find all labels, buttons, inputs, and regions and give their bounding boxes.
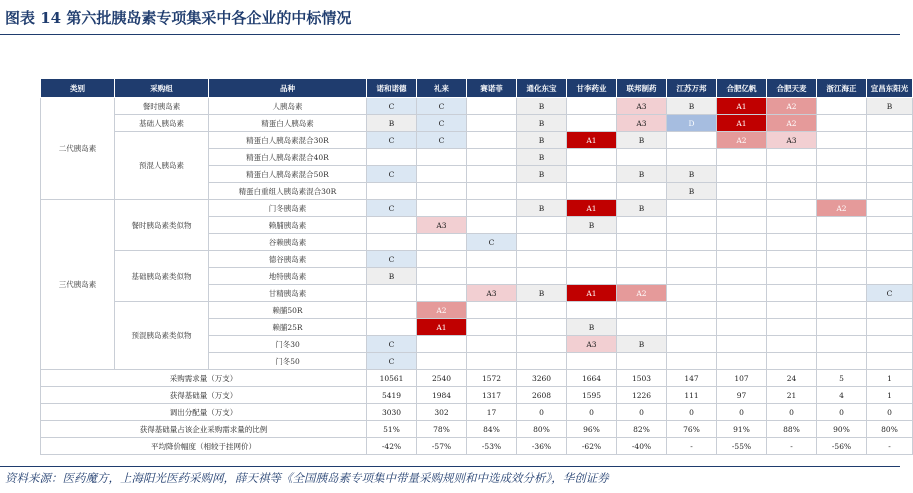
grade-cell: A3	[617, 115, 667, 132]
grade-cell	[867, 353, 913, 370]
grade-cell	[567, 166, 617, 183]
table-row	[41, 200, 913, 217]
grade-cell	[467, 353, 517, 370]
group-cell: 预混胰岛素类似物	[115, 302, 209, 370]
grade-cell: A2	[767, 98, 817, 115]
grade-cell	[467, 302, 517, 319]
summary-value: 51%	[367, 421, 417, 438]
summary-value: 1595	[567, 387, 617, 404]
summary-value: 1	[867, 370, 913, 387]
grade-cell	[467, 115, 517, 132]
grade-cell	[567, 251, 617, 268]
table-header-row	[41, 79, 913, 98]
summary-value: -36%	[517, 438, 567, 455]
grade-cell	[817, 115, 867, 132]
grade-cell	[867, 336, 913, 353]
grade-cell	[467, 251, 517, 268]
summary-label: 平均降价幅度（相较于挂网价）	[41, 438, 367, 455]
summary-value: 3030	[367, 404, 417, 421]
grade-cell	[617, 217, 667, 234]
grade-cell: C	[417, 132, 467, 149]
grade-cell	[667, 217, 717, 234]
grade-cell	[867, 268, 913, 285]
grade-cell: A1	[567, 200, 617, 217]
summary-value: 2608	[517, 387, 567, 404]
grade-cell	[617, 353, 667, 370]
grade-cell	[367, 302, 417, 319]
grade-cell	[517, 217, 567, 234]
grade-cell: A2	[767, 115, 817, 132]
table-row	[41, 251, 913, 268]
summary-value: 84%	[467, 421, 517, 438]
summary-value: 0	[617, 404, 667, 421]
bid-result-table	[40, 78, 913, 455]
summary-row	[41, 404, 913, 421]
summary-row	[41, 370, 913, 387]
grade-cell: A3	[467, 285, 517, 302]
source-note: 资料来源：医药魔方，上海阳光医药采购网，薛天祺等《全国胰岛素专项集中带量采购规则和中选成效分析》，华创证券	[5, 471, 609, 485]
summary-value: 4	[817, 387, 867, 404]
grade-cell	[567, 115, 617, 132]
summary-value: -42%	[367, 438, 417, 455]
summary-value: 1572	[467, 370, 517, 387]
grade-cell	[567, 302, 617, 319]
summary-label: 调出分配量（万支）	[41, 404, 367, 421]
grade-cell	[767, 251, 817, 268]
grade-cell	[767, 353, 817, 370]
summary-value: 78%	[417, 421, 467, 438]
product-cell: 人胰岛素	[209, 98, 367, 115]
grade-cell: B	[517, 200, 567, 217]
grade-cell	[667, 285, 717, 302]
group-cell: 预混人胰岛素	[115, 132, 209, 200]
summary-row	[41, 438, 913, 455]
grade-cell	[567, 183, 617, 200]
figure-title: 图表 14 第六批胰岛素专项集采中各企业的中标情况	[5, 9, 352, 27]
grade-cell	[467, 183, 517, 200]
grade-cell	[667, 319, 717, 336]
grade-cell: C	[367, 251, 417, 268]
product-cell: 赖脯50R	[209, 302, 367, 319]
summary-value: 91%	[717, 421, 767, 438]
grade-cell: A3	[567, 336, 617, 353]
grade-cell	[717, 319, 767, 336]
header-company: 礼来	[417, 79, 467, 98]
summary-value: 111	[667, 387, 717, 404]
grade-cell	[817, 183, 867, 200]
grade-cell: B	[517, 166, 567, 183]
header-category: 类别	[41, 79, 115, 98]
grade-cell: A2	[717, 132, 767, 149]
summary-value: 1	[867, 387, 913, 404]
summary-value: 2540	[417, 370, 467, 387]
summary-row	[41, 421, 913, 438]
grade-cell	[517, 251, 567, 268]
grade-cell	[817, 353, 867, 370]
grade-cell	[417, 234, 467, 251]
grade-cell: A2	[417, 302, 467, 319]
grade-cell	[517, 353, 567, 370]
summary-label: 采购需求量（万支）	[41, 370, 367, 387]
header-product: 品种	[209, 79, 367, 98]
grade-cell	[867, 166, 913, 183]
grade-cell	[767, 234, 817, 251]
summary-value: -	[867, 438, 913, 455]
grade-cell: A3	[617, 98, 667, 115]
grade-cell	[467, 268, 517, 285]
grade-cell	[617, 302, 667, 319]
grade-cell	[467, 319, 517, 336]
summary-value: 107	[717, 370, 767, 387]
summary-value: -40%	[617, 438, 667, 455]
category-cell: 三代胰岛素	[41, 200, 115, 370]
grade-cell: C	[467, 234, 517, 251]
grade-cell	[467, 217, 517, 234]
table-body	[41, 98, 913, 455]
grade-cell: B	[667, 183, 717, 200]
summary-value: 80%	[517, 421, 567, 438]
grade-cell	[817, 217, 867, 234]
group-cell: 基础人胰岛素	[115, 115, 209, 132]
summary-value: -62%	[567, 438, 617, 455]
grade-cell: A3	[767, 132, 817, 149]
grade-cell	[667, 268, 717, 285]
product-cell: 门冬50	[209, 353, 367, 370]
summary-value: -56%	[817, 438, 867, 455]
product-cell: 德谷胰岛素	[209, 251, 367, 268]
grade-cell	[817, 319, 867, 336]
product-cell: 谷赖胰岛素	[209, 234, 367, 251]
grade-cell	[817, 234, 867, 251]
grade-cell: C	[417, 98, 467, 115]
grade-cell	[717, 353, 767, 370]
source-divider	[0, 466, 900, 467]
grade-cell	[667, 234, 717, 251]
grade-cell	[467, 166, 517, 183]
summary-value: -	[767, 438, 817, 455]
grade-cell	[617, 149, 667, 166]
grade-cell	[417, 183, 467, 200]
header-company: 联邦制药	[617, 79, 667, 98]
grade-cell	[467, 336, 517, 353]
summary-value: 1317	[467, 387, 517, 404]
summary-value: 10561	[367, 370, 417, 387]
grade-cell: B	[617, 200, 667, 217]
summary-label: 获得基础量（万支）	[41, 387, 367, 404]
grade-cell	[567, 234, 617, 251]
grade-cell	[717, 200, 767, 217]
summary-value: -53%	[467, 438, 517, 455]
product-cell: 地特胰岛素	[209, 268, 367, 285]
grade-cell	[717, 251, 767, 268]
summary-value: 76%	[667, 421, 717, 438]
grade-cell: A2	[817, 200, 867, 217]
grade-cell	[767, 302, 817, 319]
grade-cell	[417, 268, 467, 285]
grade-cell	[817, 268, 867, 285]
grade-cell: B	[517, 115, 567, 132]
summary-value: 0	[867, 404, 913, 421]
grade-cell: C	[367, 132, 417, 149]
grade-cell	[817, 285, 867, 302]
grade-cell	[417, 166, 467, 183]
summary-value: 0	[767, 404, 817, 421]
grade-cell: B	[567, 319, 617, 336]
product-cell: 门冬胰岛素	[209, 200, 367, 217]
grade-cell: A1	[717, 98, 767, 115]
grade-cell	[767, 166, 817, 183]
product-cell: 门冬30	[209, 336, 367, 353]
grade-cell	[617, 268, 667, 285]
grade-cell: B	[617, 336, 667, 353]
grade-cell	[767, 217, 817, 234]
grade-cell: C	[867, 285, 913, 302]
header-company: 赛诺菲	[467, 79, 517, 98]
summary-value: 1664	[567, 370, 617, 387]
grade-cell	[717, 285, 767, 302]
grade-cell	[717, 149, 767, 166]
grade-cell: A1	[567, 132, 617, 149]
grade-cell: C	[367, 336, 417, 353]
grade-cell: A1	[417, 319, 467, 336]
summary-value: 24	[767, 370, 817, 387]
summary-value: 1503	[617, 370, 667, 387]
grade-cell: A2	[617, 285, 667, 302]
summary-value: 96%	[567, 421, 617, 438]
category-cell: 二代胰岛素	[41, 98, 115, 200]
summary-value: 0	[517, 404, 567, 421]
grade-cell	[867, 251, 913, 268]
grade-cell	[867, 183, 913, 200]
grade-cell: B	[617, 132, 667, 149]
grade-cell	[817, 98, 867, 115]
grade-cell	[817, 251, 867, 268]
grade-cell	[867, 302, 913, 319]
header-group: 采购组	[115, 79, 209, 98]
grade-cell	[417, 200, 467, 217]
summary-value: 1984	[417, 387, 467, 404]
grade-cell	[417, 336, 467, 353]
summary-row	[41, 387, 913, 404]
grade-cell	[617, 251, 667, 268]
grade-cell	[517, 234, 567, 251]
grade-cell	[717, 234, 767, 251]
table-row	[41, 302, 913, 319]
grade-cell: C	[417, 115, 467, 132]
summary-label: 获得基础量占该企业采购需求量的比例	[41, 421, 367, 438]
grade-cell: B	[517, 98, 567, 115]
title-divider	[0, 34, 900, 35]
grade-cell	[567, 98, 617, 115]
header-company: 合肥亿帆	[717, 79, 767, 98]
grade-cell	[767, 183, 817, 200]
summary-value: 147	[667, 370, 717, 387]
grade-cell	[367, 217, 417, 234]
header-company: 甘李药业	[567, 79, 617, 98]
grade-cell	[667, 132, 717, 149]
grade-cell: B	[517, 149, 567, 166]
grade-cell: B	[517, 285, 567, 302]
grade-cell	[517, 319, 567, 336]
grade-cell: C	[367, 166, 417, 183]
grade-cell: B	[367, 268, 417, 285]
grade-cell	[667, 336, 717, 353]
grade-cell	[567, 353, 617, 370]
group-cell: 基础胰岛素类似物	[115, 251, 209, 302]
summary-value: -57%	[417, 438, 467, 455]
grade-cell: A1	[567, 285, 617, 302]
grade-cell: A3	[417, 217, 467, 234]
grade-cell	[667, 353, 717, 370]
grade-cell	[367, 285, 417, 302]
grade-cell	[717, 166, 767, 183]
grade-cell	[817, 336, 867, 353]
grade-cell	[817, 132, 867, 149]
header-company: 浙江海正	[817, 79, 867, 98]
grade-cell	[667, 200, 717, 217]
grade-cell	[717, 217, 767, 234]
grade-cell	[817, 166, 867, 183]
grade-cell: B	[567, 217, 617, 234]
grade-cell	[867, 115, 913, 132]
grade-cell: C	[367, 200, 417, 217]
grade-cell	[767, 149, 817, 166]
grade-cell	[767, 268, 817, 285]
grade-cell: B	[367, 115, 417, 132]
grade-cell	[417, 251, 467, 268]
grade-cell	[467, 98, 517, 115]
header-company: 合肥天麦	[767, 79, 817, 98]
summary-value: 0	[817, 404, 867, 421]
grade-cell: D	[667, 115, 717, 132]
grade-cell	[467, 200, 517, 217]
grade-cell: A1	[717, 115, 767, 132]
table-row	[41, 115, 913, 132]
grade-cell	[417, 149, 467, 166]
grade-cell	[817, 302, 867, 319]
grade-cell	[767, 285, 817, 302]
summary-value: 5	[817, 370, 867, 387]
grade-cell	[517, 302, 567, 319]
summary-value: 5419	[367, 387, 417, 404]
grade-cell	[867, 132, 913, 149]
product-cell: 精蛋白人胰岛素混合40R	[209, 149, 367, 166]
grade-cell	[417, 285, 467, 302]
summary-value: 88%	[767, 421, 817, 438]
grade-cell	[417, 353, 467, 370]
product-cell: 甘精胰岛素	[209, 285, 367, 302]
grade-cell: C	[367, 98, 417, 115]
grade-cell	[767, 200, 817, 217]
grade-cell	[367, 234, 417, 251]
grade-cell	[367, 319, 417, 336]
summary-value: -	[667, 438, 717, 455]
summary-value: 0	[717, 404, 767, 421]
summary-value: 0	[567, 404, 617, 421]
grade-cell: B	[867, 98, 913, 115]
grade-cell	[717, 336, 767, 353]
group-cell: 餐时胰岛素	[115, 98, 209, 115]
product-cell: 赖脯胰岛素	[209, 217, 367, 234]
summary-value: 21	[767, 387, 817, 404]
grade-cell	[567, 149, 617, 166]
grade-cell: B	[517, 132, 567, 149]
grade-cell	[767, 336, 817, 353]
grade-cell	[867, 319, 913, 336]
summary-value: 1226	[617, 387, 667, 404]
summary-value: 3260	[517, 370, 567, 387]
grade-cell	[667, 251, 717, 268]
summary-value: -55%	[717, 438, 767, 455]
grade-cell: C	[367, 353, 417, 370]
table-row	[41, 98, 913, 115]
grade-cell: B	[667, 166, 717, 183]
grade-cell	[617, 234, 667, 251]
header-company: 宜昌东阳光	[867, 79, 913, 98]
grade-cell: B	[667, 98, 717, 115]
grade-cell	[517, 183, 567, 200]
grade-cell	[717, 302, 767, 319]
grade-cell	[867, 217, 913, 234]
product-cell: 精蛋白人胰岛素混合50R	[209, 166, 367, 183]
grade-cell	[667, 302, 717, 319]
grade-cell	[767, 319, 817, 336]
product-cell: 赖脯25R	[209, 319, 367, 336]
grade-cell	[517, 268, 567, 285]
grade-cell	[517, 336, 567, 353]
grade-cell	[367, 149, 417, 166]
group-cell: 餐时胰岛素类似物	[115, 200, 209, 251]
grade-cell	[667, 149, 717, 166]
grade-cell	[717, 183, 767, 200]
header-company: 通化东宝	[517, 79, 567, 98]
product-cell: 精蛋白人胰岛素	[209, 115, 367, 132]
grade-cell	[617, 319, 667, 336]
product-cell: 精蛋白人胰岛素混合30R	[209, 132, 367, 149]
header-company: 诺和诺德	[367, 79, 417, 98]
grade-cell	[817, 149, 867, 166]
product-cell: 精蛋白重组人胰岛素混合30R	[209, 183, 367, 200]
grade-cell	[467, 149, 517, 166]
summary-value: 0	[667, 404, 717, 421]
summary-value: 302	[417, 404, 467, 421]
summary-value: 90%	[817, 421, 867, 438]
grade-cell	[617, 183, 667, 200]
grade-cell	[367, 183, 417, 200]
summary-value: 80%	[867, 421, 913, 438]
summary-value: 82%	[617, 421, 667, 438]
table-row	[41, 132, 913, 149]
grade-cell	[867, 200, 913, 217]
grade-cell	[867, 149, 913, 166]
summary-value: 97	[717, 387, 767, 404]
grade-cell: B	[617, 166, 667, 183]
header-company: 江苏万邦	[667, 79, 717, 98]
grade-cell	[717, 268, 767, 285]
grade-cell	[567, 268, 617, 285]
grade-cell	[467, 132, 517, 149]
summary-value: 17	[467, 404, 517, 421]
grade-cell	[867, 234, 913, 251]
